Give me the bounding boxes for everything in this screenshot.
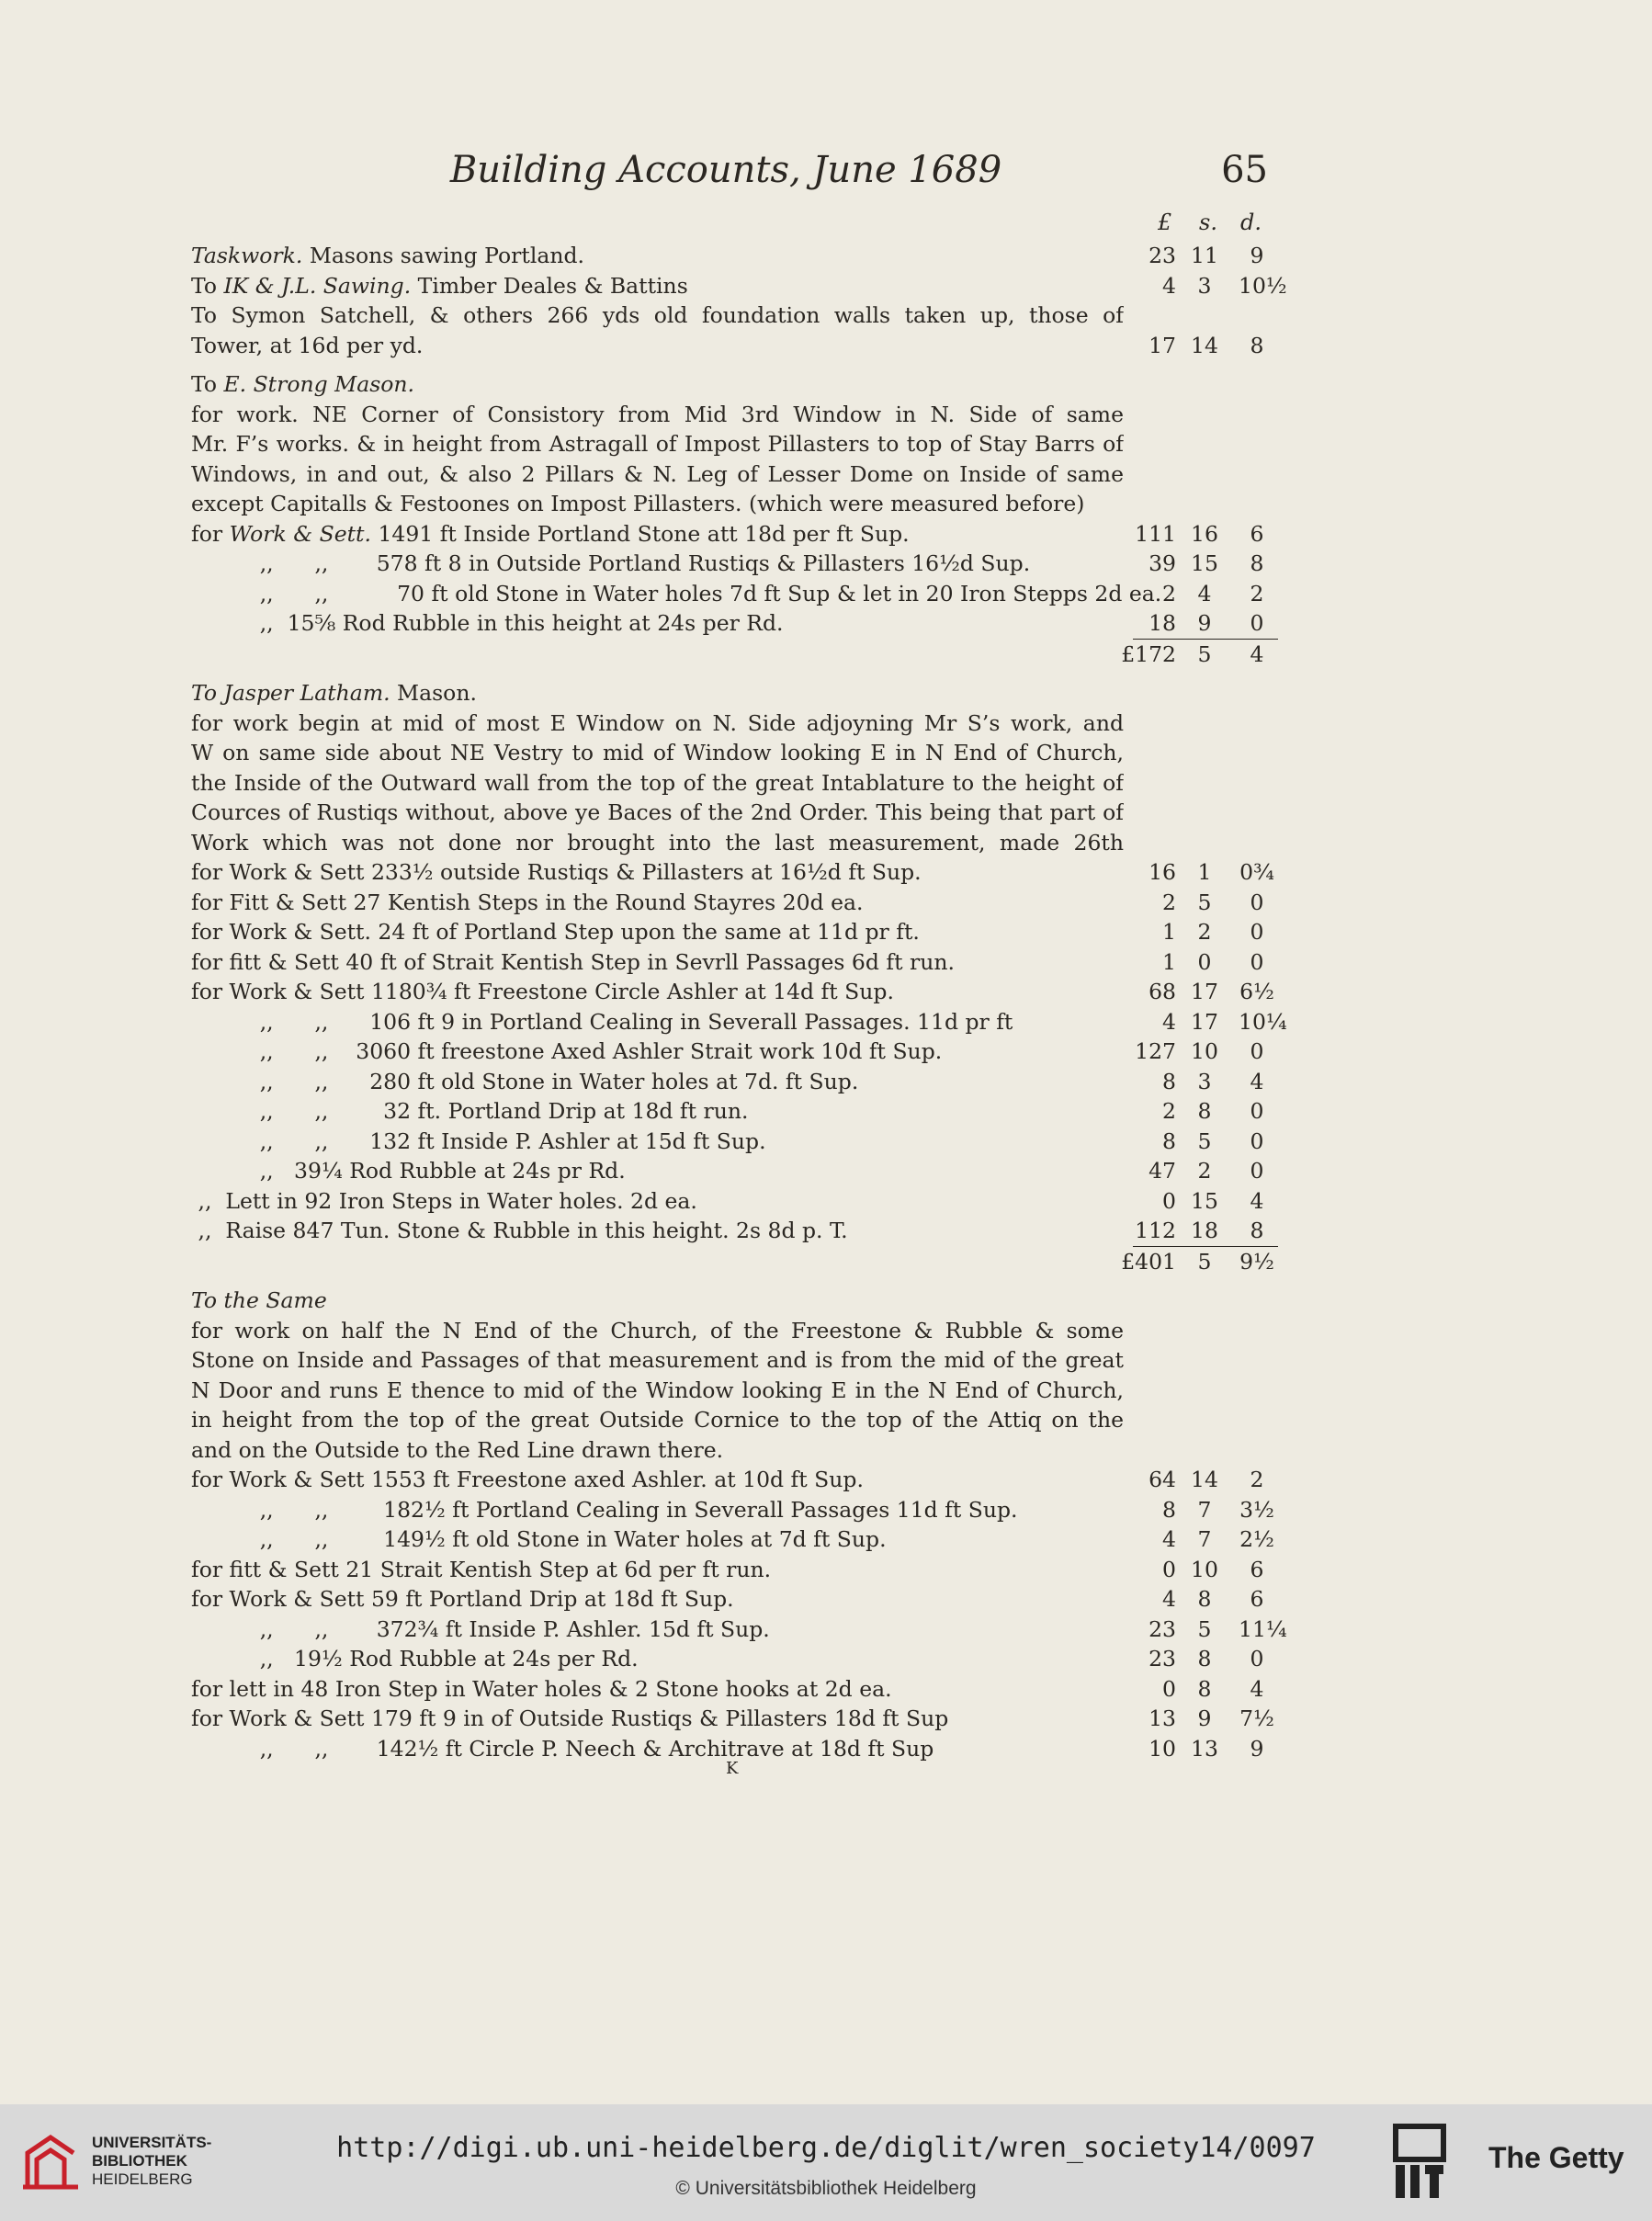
account-line — [191, 400, 1275, 430]
pounds-value: 4 — [1162, 1008, 1176, 1035]
shillings-value: 10 — [1191, 1556, 1218, 1582]
account-line — [191, 708, 1275, 739]
pounds-value: 127 — [1135, 1038, 1176, 1064]
pence-value: 0 — [1250, 1127, 1264, 1154]
permalink-url[interactable]: http://digi.ub.uni-heidelberg.de/diglit/wren_society14/0097 — [336, 2132, 1316, 2164]
pounds-value: 0 — [1162, 1556, 1176, 1582]
shillings-value: 5 — [1197, 1127, 1212, 1154]
shillings-value: 8 — [1197, 1098, 1212, 1124]
pence-value: 3½ — [1239, 1496, 1274, 1523]
shillings-value: 7 — [1197, 1496, 1212, 1523]
currency-column-header — [1139, 210, 1268, 237]
shillings-value: 3 — [1197, 272, 1212, 299]
account-line — [191, 1376, 1275, 1406]
pence-value: 6 — [1250, 1556, 1264, 1582]
line-text: Cources of Rustiqs without, above ye Baces of the 2nd Order. This being that part of — [191, 799, 1124, 825]
pence-value: 2½ — [1239, 1526, 1274, 1552]
account-line — [191, 489, 1275, 519]
account-line — [191, 1186, 1275, 1217]
pounds-value: £401 — [1121, 1248, 1176, 1275]
shillings-value: 14 — [1191, 332, 1218, 358]
running-header — [184, 140, 1268, 195]
account-line — [191, 331, 1275, 361]
account-line — [191, 768, 1275, 799]
shillings-value: 4 — [1197, 580, 1212, 606]
account-line — [191, 678, 1275, 708]
account-line — [191, 1096, 1275, 1127]
line-text: for work on half the N End of the Church, of the Freestone & Rubble & some — [191, 1317, 1124, 1343]
account-line — [191, 1345, 1275, 1376]
pence-value: 4 — [1250, 640, 1264, 667]
line-text: for work begin at mid of most E Window on N. Side adjoyning Mr S’s work, and — [191, 709, 1124, 736]
account-line — [191, 1405, 1275, 1435]
shillings-value: 17 — [1191, 1008, 1218, 1035]
account-entries — [191, 241, 1287, 1763]
pence-value: 10¼ — [1239, 1008, 1287, 1035]
line-text: Mr. F’s works. & in height from Astragall of Impost Pillasters to top of Stay Barrs of — [191, 431, 1124, 457]
line-text: except Capitalls & Festoones on Impost Pillasters. (which were measured before) — [191, 491, 1085, 516]
pence-value: 0 — [1250, 1098, 1264, 1124]
account-line — [191, 857, 1275, 888]
section-gap — [191, 360, 1275, 369]
viewer-footer — [0, 2104, 1652, 2221]
pounds-value: 23 — [1148, 1615, 1176, 1642]
pence-value: 0¾ — [1239, 859, 1274, 885]
account-line — [191, 459, 1275, 490]
shillings-value: 15 — [1191, 1187, 1218, 1214]
copyright-notice: © Universitätsbibliothek Heidelberg — [675, 2178, 977, 2199]
line-text: Windows, in and out, & also 2 Pillars & N. Leg of Lesser Dome on Inside of same — [191, 460, 1124, 487]
account-line — [191, 888, 1275, 918]
line-text: To E. Strong Mason. — [191, 371, 415, 397]
line-text: for Work & Sett 59 ft Portland Drip at 18d ft Sup. — [191, 1586, 734, 1612]
line-text: the Inside of the Outward wall from the top of the great Intablature to the height of — [191, 769, 1124, 796]
pence-value: 6½ — [1239, 979, 1274, 1004]
line-text: Tower, at 16d per yd. — [191, 332, 424, 358]
pence-value: 2 — [1250, 580, 1264, 606]
account-line — [191, 1435, 1275, 1466]
page-number: 65 — [1221, 149, 1268, 191]
getty-wordmark: The Getty — [1488, 2141, 1624, 2174]
account-line — [191, 429, 1275, 459]
pounds-value: 0 — [1162, 1675, 1176, 1702]
shillings-value: 14 — [1191, 1467, 1218, 1492]
shillings-value: 9 — [1197, 610, 1212, 636]
pence-value: 11¼ — [1239, 1615, 1287, 1642]
line-text: and on the Outside to the Red Line drawn there. — [191, 1436, 724, 1463]
line-text: N Door and runs E thence to mid of the Window looking E in the N End of Church, — [191, 1377, 1124, 1403]
line-text: Stone on Inside and Passages of that measurement and is from the mid of the great — [191, 1347, 1124, 1373]
line-text: ,, ,, 70 ft old Stone in Water holes 7d ft Sup & let in 20 Iron Stepps 2d ea. — [191, 580, 1162, 606]
line-text: To Jasper Latham. Mason. — [191, 680, 477, 706]
pounds-value: 23 — [1148, 243, 1176, 268]
line-text: ,, 15⅝ Rod Rubble in this height at 24s per Rd. — [191, 610, 784, 636]
pence-header: d. — [1240, 210, 1262, 235]
pounds-value: 18 — [1148, 610, 1176, 636]
institution-name: UNIVERSITÄTS- BIBLIOTHEK HEIDELBERG — [92, 2134, 212, 2188]
line-text: ,, ,, 182½ ft Portland Cealing in Severall Passages 11d ft Sup. — [191, 1496, 1018, 1523]
shillings-value: 8 — [1197, 1675, 1212, 1702]
account-line — [191, 828, 1275, 858]
pounds-value: 2 — [1162, 889, 1176, 915]
pounds-value: 1 — [1162, 948, 1176, 975]
line-text: ,, 19½ Rod Rubble at 24s per Rd. — [191, 1646, 639, 1671]
pounds-value: 8 — [1162, 1127, 1176, 1154]
account-line — [191, 1007, 1287, 1037]
line-text: ,, 39¼ Rod Rubble at 24s pr Rd. — [191, 1158, 626, 1184]
account-line — [191, 1495, 1275, 1525]
pounds-value: 8 — [1162, 1496, 1176, 1523]
line-text: ,, ,, 32 ft. Portland Drip at 18d ft run. — [191, 1098, 749, 1124]
pounds-value: 4 — [1162, 272, 1176, 299]
line-text: W on same side about NE Vestry to mid of Window looking E in N End of Church, — [191, 740, 1124, 765]
shillings-value: 15 — [1191, 550, 1218, 576]
getty-logo-icon — [1392, 2123, 1447, 2202]
pence-value: 0 — [1250, 919, 1264, 945]
line-text: ,, ,, 106 ft 9 in Portland Cealing in Severall Passages. 11d pr ft — [191, 1008, 1013, 1035]
account-line — [191, 1555, 1275, 1585]
shillings-value: 10 — [1191, 1038, 1218, 1064]
line-text: To the Same — [191, 1287, 327, 1313]
shillings-value: 16 — [1191, 520, 1218, 547]
line-text: ,, ,, 3060 ft freestone Axed Ashler Strait work 10d ft Sup. — [191, 1038, 943, 1064]
pence-value: 0 — [1250, 610, 1264, 636]
line-text: for Fitt & Sett 27 Kentish Steps in the Round Stayres 20d ea. — [191, 889, 864, 915]
account-line — [191, 271, 1287, 301]
line-text: To Symon Satchell, & others 266 yds old foundation walls taken up, those of — [191, 302, 1124, 328]
account-line — [191, 1674, 1275, 1705]
pence-value: 0 — [1250, 1158, 1264, 1184]
pounds-value: 111 — [1135, 520, 1176, 547]
pounds-value: 10 — [1148, 1735, 1176, 1762]
pence-value: 8 — [1250, 550, 1264, 576]
pounds-value: 39 — [1148, 550, 1176, 576]
pounds-value: 4 — [1162, 1586, 1176, 1612]
account-line — [191, 241, 1275, 271]
pounds-value: 112 — [1135, 1218, 1176, 1243]
account-line — [191, 1644, 1275, 1674]
pounds-header: £ — [1158, 210, 1172, 235]
shillings-value: 3 — [1197, 1068, 1212, 1094]
pounds-value: 23 — [1148, 1646, 1176, 1671]
pence-value: 4 — [1250, 1675, 1264, 1702]
pence-value: 9 — [1250, 1735, 1264, 1762]
line-text: for Work & Sett. 1491 ft Inside Portland Stone att 18d per ft Sup. — [191, 520, 910, 547]
shillings-value: 0 — [1197, 948, 1212, 975]
pence-value: 0 — [1250, 1038, 1264, 1064]
account-total-line — [191, 640, 1275, 670]
line-text: for Work & Sett. 24 ft of Portland Step upon the same at 11d pr ft. — [191, 919, 920, 945]
pence-value: 6 — [1250, 1586, 1264, 1612]
shillings-value: 11 — [1191, 243, 1218, 268]
account-line — [191, 1704, 1275, 1734]
account-line — [191, 1216, 1275, 1246]
account-line — [191, 369, 1275, 400]
line-text: To IK & J.L. Sawing. Timber Deales & Battins — [191, 272, 688, 299]
pence-value: 9 — [1250, 243, 1264, 268]
pence-value: 7½ — [1239, 1705, 1274, 1731]
pence-value: 0 — [1250, 1646, 1264, 1671]
account-line — [191, 519, 1275, 550]
line-text: for fitt & Sett 40 ft of Strait Kentish Step in Sevrll Passages 6d ft run. — [191, 948, 955, 975]
pence-value: 4 — [1250, 1187, 1264, 1214]
account-line — [191, 1524, 1275, 1555]
pence-value: 0 — [1250, 948, 1264, 975]
line-text: for Work & Sett 1553 ft Freestone axed Ashler. at 10d ft Sup. — [191, 1467, 864, 1492]
shillings-value: 8 — [1197, 1646, 1212, 1671]
pence-value: 8 — [1250, 332, 1264, 358]
pounds-value: 64 — [1148, 1467, 1176, 1492]
account-line — [191, 1465, 1275, 1495]
signature-mark: K — [726, 1759, 739, 1778]
pounds-value: 2 — [1162, 580, 1176, 606]
pounds-value: 0 — [1162, 1187, 1176, 1214]
line-text: for Work & Sett 1180¾ ft Freestone Circle Ashler at 14d ft Sup. — [191, 979, 894, 1004]
shillings-value: 5 — [1197, 889, 1212, 915]
section-gap — [191, 1276, 1275, 1286]
pounds-value: £172 — [1121, 640, 1176, 667]
shillings-header: s. — [1199, 210, 1217, 235]
account-line — [191, 549, 1275, 579]
pence-value: 4 — [1250, 1068, 1264, 1094]
line-text: Taskwork. Masons sawing Portland. — [191, 243, 584, 268]
line-text: ,, Lett in 92 Iron Steps in Water holes. 2d ea. — [191, 1187, 697, 1214]
shillings-value: 5 — [1197, 640, 1212, 667]
line-text: for fitt & Sett 21 Strait Kentish Step at 6d per ft run. — [191, 1556, 772, 1582]
account-line — [191, 1316, 1275, 1346]
line-text: for work. NE Corner of Consistory from Mid 3rd Window in N. Side of same — [191, 401, 1124, 427]
pounds-value: 17 — [1148, 332, 1176, 358]
line-text: ,, ,, 149½ ft old Stone in Water holes at 7d ft Sup. — [191, 1526, 887, 1552]
line-text: Work which was not done nor brought into the last measurement, made 26th — [191, 829, 1124, 856]
shillings-value: 2 — [1197, 919, 1212, 945]
pence-value: 2 — [1250, 1467, 1264, 1492]
line-text: ,, ,, 372¾ ft Inside P. Ashler. 15d ft Sup. — [191, 1615, 770, 1642]
pence-value: 9½ — [1239, 1248, 1274, 1275]
shillings-value: 2 — [1197, 1158, 1212, 1184]
account-line — [191, 977, 1275, 1007]
account-line — [191, 1156, 1275, 1186]
pounds-value: 16 — [1148, 859, 1176, 885]
line-text: for Work & Sett 233½ outside Rustiqs & Pillasters at 16½d ft Sup. — [191, 859, 922, 885]
shillings-value: 7 — [1197, 1526, 1212, 1552]
page-title: Building Accounts, June 1689 — [449, 149, 1002, 191]
shillings-value: 9 — [1197, 1705, 1212, 1731]
shillings-value: 17 — [1191, 979, 1218, 1004]
pounds-value: 1 — [1162, 919, 1176, 945]
shillings-value: 5 — [1197, 1248, 1212, 1275]
pounds-value: 8 — [1162, 1068, 1176, 1094]
line-text: ,, Raise 847 Tun. Stone & Rubble in this height. 2s 8d p. T. — [191, 1218, 848, 1243]
account-line — [191, 579, 1275, 609]
line-text: ,, ,, 578 ft 8 in Outside Portland Rustiqs & Pillasters 16½d Sup. — [191, 550, 1031, 576]
line-text: for Work & Sett 179 ft 9 in of Outside Rustiqs & Pillasters 18d ft Sup — [191, 1705, 949, 1731]
pounds-value: 4 — [1162, 1526, 1176, 1552]
shillings-value: 5 — [1197, 1615, 1212, 1642]
account-line — [191, 1067, 1275, 1097]
section-gap — [191, 669, 1275, 678]
account-line — [191, 798, 1275, 828]
pence-value: 0 — [1250, 889, 1264, 915]
account-line — [191, 1615, 1287, 1645]
pounds-value: 47 — [1148, 1158, 1176, 1184]
account-line — [191, 738, 1275, 768]
account-line — [191, 947, 1275, 978]
pence-value: 8 — [1250, 1218, 1264, 1243]
account-line — [191, 1584, 1275, 1615]
pounds-value: 68 — [1148, 979, 1176, 1004]
pence-value: 10½ — [1239, 272, 1287, 299]
shillings-value: 1 — [1197, 859, 1212, 885]
account-total-line — [191, 1247, 1275, 1277]
shillings-value: 8 — [1197, 1586, 1212, 1612]
line-text: ,, ,, 280 ft old Stone in Water holes at 7d. ft Sup. — [191, 1068, 859, 1094]
pounds-value: 2 — [1162, 1098, 1176, 1124]
account-line — [191, 1127, 1275, 1157]
account-line — [191, 300, 1275, 331]
line-text: ,, ,, 132 ft Inside P. Ashler at 15d ft Sup. — [191, 1127, 766, 1154]
line-text: in height from the top of the great Outside Cornice to the top of the Attiq on the — [191, 1407, 1124, 1433]
account-line — [191, 608, 1275, 639]
account-line — [191, 1037, 1275, 1067]
account-line — [191, 917, 1275, 947]
pounds-value: 13 — [1148, 1705, 1176, 1731]
pence-value: 6 — [1250, 520, 1264, 547]
shillings-value: 13 — [1191, 1735, 1218, 1762]
line-text: ,, ,, 142½ ft Circle P. Neech & Architrave at 18d ft Sup — [191, 1735, 934, 1762]
shillings-value: 18 — [1191, 1218, 1218, 1243]
account-line — [191, 1286, 1275, 1316]
line-text: for lett in 48 Iron Step in Water holes & 2 Stone hooks at 2d ea. — [191, 1675, 892, 1702]
